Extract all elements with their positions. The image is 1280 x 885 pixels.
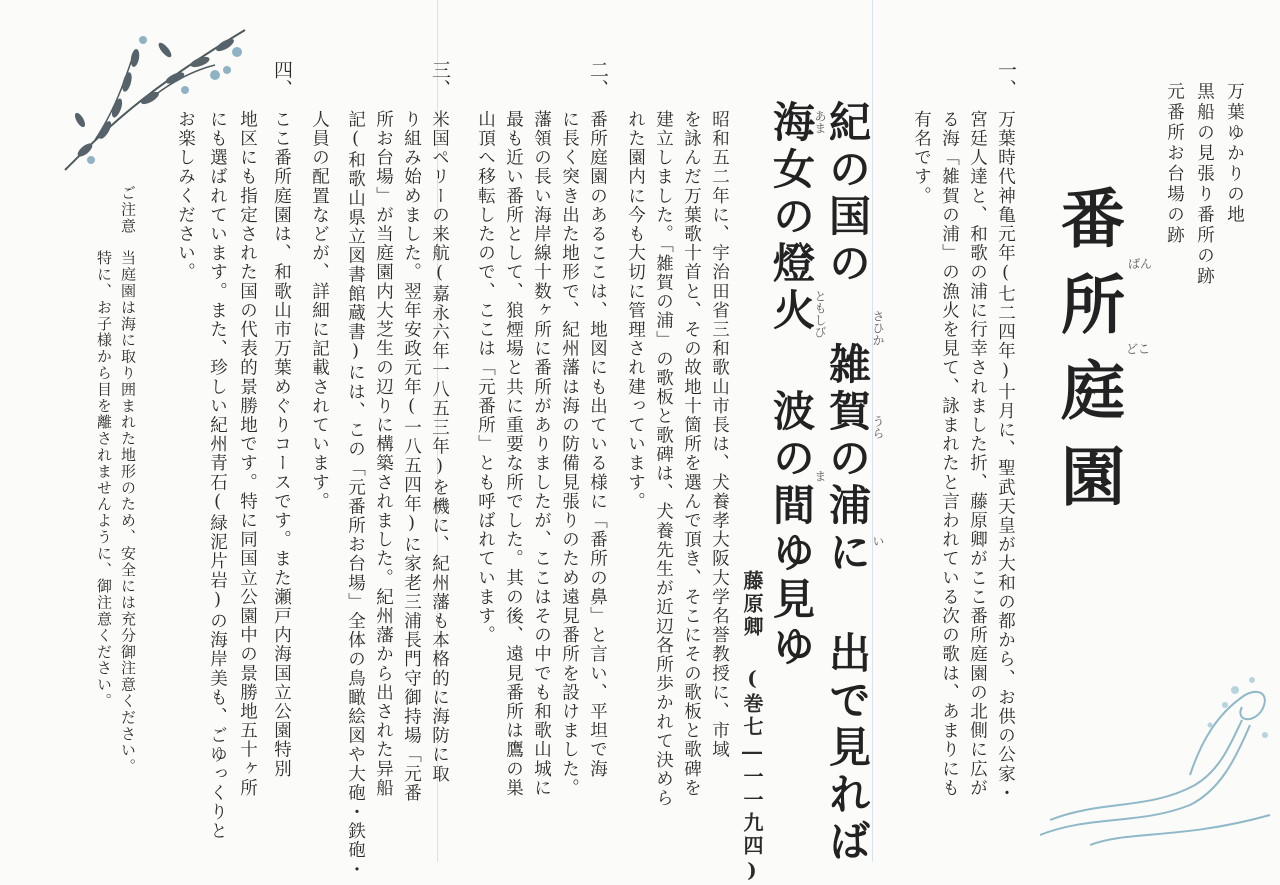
wave-illustration xyxy=(1030,665,1280,850)
poem-ruby: さひか xyxy=(871,310,885,346)
poem-ruby: あま xyxy=(813,110,827,134)
title-ruby: どこ xyxy=(1126,342,1151,356)
section-text-line: 昭和五二年に、宇治田省三和歌山市長は、犬養孝大阪大学名誉教授に、市域 xyxy=(709,110,730,760)
section-text-line: 所お台場」が当庭園内大芝生の辺りに構築されました。紀州藩から出された异船 xyxy=(373,110,394,798)
page-title: 番所庭園 xyxy=(1050,185,1125,529)
section-text-line: 藩領の長い海岸線十数ヶ所に番所がありましたが、ここはその中でも和歌山城に xyxy=(531,110,552,798)
section-text-line: 人員の配置などが、詳細に記載されています。 xyxy=(309,110,330,512)
notice-line: 当庭園は海に取り囲まれた地形のため、安全には充分御注意ください。 xyxy=(119,250,137,775)
section-text-line: る海「雑賀の浦」の漁火を見て、詠まれたと言われている次の歌は、あまりにも xyxy=(939,110,960,798)
poem-author: 藤原卿 (巻七―一一九四) xyxy=(740,570,764,885)
section-text-line: 建立しました。「雑賀の浦」の歌板と歌碑は、犬養先生が近辺各所歩かれて決めら xyxy=(653,110,674,808)
section-text-line: 番所庭園のあるここは、地図にも出ている様に「番所の鼻」と言い、平坦で海 xyxy=(587,110,608,779)
section-text-line: 地区にも指定された国の代表的景勝地です。特に同国立公園中の景勝地五十ヶ所 xyxy=(237,110,258,798)
section-text-line: にも選ばれています。また、珍しい紀州青石(緑泥片岩)の海岸美も、ごゆっくりと xyxy=(207,110,228,841)
section-text-line: ここ番所庭園は、和歌山市万葉めぐりコースです。また瀬戸内海国立公園特別 xyxy=(271,110,292,779)
notice-line: 特に、お子様から目を離されませんように、御注意ください。 xyxy=(95,250,113,710)
section-text-line: お楽しみください。 xyxy=(175,110,196,282)
section-text-line: 最も近い番所として、狼煙場と共に重要な所でした。其の後、遠見番所は鷹の巣 xyxy=(503,110,524,798)
intro-line: 元番所お台場の跡 xyxy=(1164,82,1185,246)
poem-line: 紀の国の 雑賀の浦に 出で見れば xyxy=(823,100,872,866)
section-text-line: を詠んだ万葉歌十首と、その故地十箇所を選んで頂き、そこにその歌板と歌碑を xyxy=(681,110,702,798)
intro-line: 黒船の見張り番所の跡 xyxy=(1194,82,1215,287)
section-number: 四、 xyxy=(271,60,293,98)
poem-ruby: ともしび xyxy=(813,290,827,338)
poem-ruby: ま xyxy=(813,470,827,482)
intro-line: 万葉ゆかりの地 xyxy=(1224,82,1245,226)
section-text-line: れた園内に今も大切に管理され建っています。 xyxy=(625,110,646,512)
section-text-line: 有名です。 xyxy=(911,110,932,206)
title-ruby: ばん xyxy=(1128,257,1153,271)
leaf-branch-illustration xyxy=(55,10,255,180)
section-text-line: 宮廷人達と、和歌の浦に行幸されました折、藤原卿がここ番所庭園の北側に広が xyxy=(967,110,988,798)
section-text-line: 米国ペリーの来航(嘉永六年一八五三年)を機に、紀州藩も本格的に海防に取 xyxy=(429,110,450,784)
section-text-line: り組み始めました。翌年安政元年(一八五四年)に家老三浦長門守御持場「元番 xyxy=(401,110,422,803)
notice-label: ご注意 xyxy=(119,185,137,235)
section-text-line: 記(和歌山県立図書館蔵書)には、この「元番所お台場」全体の鳥瞰絵図や大砲・鉄砲・ xyxy=(345,110,366,879)
poem-line: 海女の燈火 波の間ゆ見ゆ xyxy=(767,100,816,671)
section-number: 二、 xyxy=(587,60,609,98)
poem-ruby: うら xyxy=(871,415,885,439)
section-text-line: に長く突き出た地形で、紀州藩は海の防備見張りのため遠見番所を設けました。 xyxy=(559,110,580,798)
section-text-line: 万葉時代神亀元年(七二四年)十月に、聖武天皇が大和の都から、お供の公家・ xyxy=(995,110,1016,803)
section-number: 一、 xyxy=(995,60,1017,98)
poem-ruby: い xyxy=(871,535,885,547)
section-text-line: 山頂へ移転したので、ここは「元番所」とも呼ばれています。 xyxy=(475,110,496,645)
section-number: 三、 xyxy=(429,60,451,98)
